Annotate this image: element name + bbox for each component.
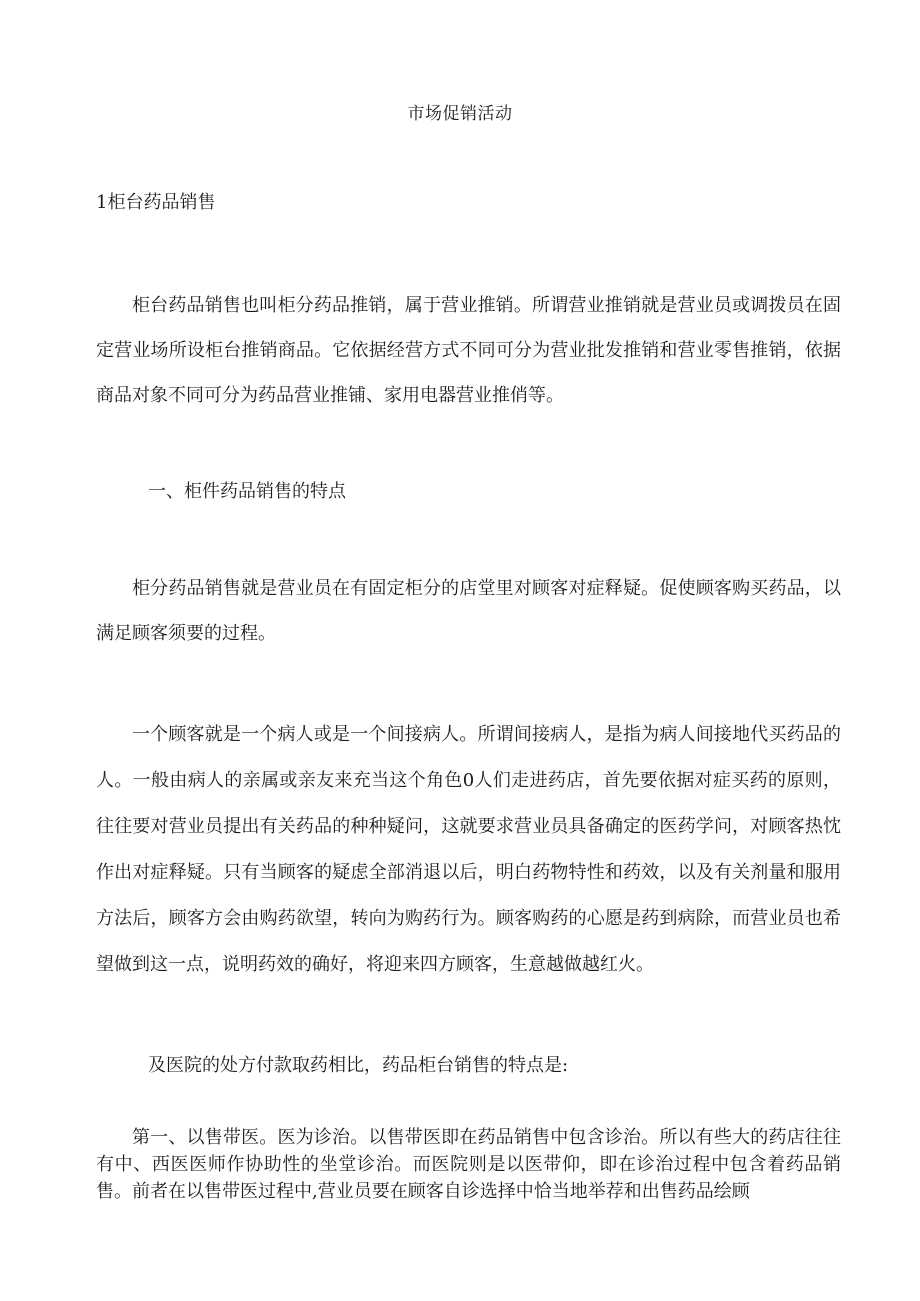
paragraph-customer: 一个顾客就是一个病人或是一个间接病人。所谓间接病人，是指为病人间接地代买药品的人。一般由病人的亲属或亲友来充当这个角色0人们走进药店，首先要依据对症买药的原则，往往要对营业员提出有关药品的种种疑问，这就要求营业员具备确定的医药学问，对顾客热忱作出对症释疑。只有当顾客的疑虑全部消退以后，明白药物特性和药效，以及有关剂量和服用方法后，顾客方会由购药欲望，转向为购药行为。顾客购药的心愿是药到病除，而营业员也希望做到这一点，说明药效的确好，将迎来四方顾客，生意越做越红火。 [96,724,841,975]
paragraph-comparison: 及医院的处方付款取药相比，药品柜台销售的特点是: [148,1055,569,1076]
paragraph-first-point: 第一、以售带医。医为诊治。以售带医即在药品销售中包含诊治。所以有些大的药店往往有中、西医医师作协助性的坐堂诊治。而医院则是以医带仰，即在诊治过程中包含着药品销售。前者在以售带医过程中,营业员要在顾客自诊选择中恰当地举荐和出售药品绘顾 [96,1127,841,1202]
document-title: 市场促销活动 [407,104,513,124]
subheading-features: 一、柜件药品销售的特点 [148,481,346,502]
paragraph-definition: 柜分药品销售就是营业员在有固定柜分的店堂里对顾客对症释疑。促使顾客购买药品，以满足顾客须要的过程。 [96,578,841,644]
section-heading: 1柜台药品销售 [96,192,216,213]
paragraph-intro: 柜台药品销售也叫柜分药品推销，属于营业推销。所谓营业推销就是营业员或调拨员在固定营业场所设柜台推销商品。它依据经营方式不同可分为营业批发推销和营业零售推销，依据商品对象不同可分为药品营业推铺、家用电器营业推俏等。 [96,295,841,406]
